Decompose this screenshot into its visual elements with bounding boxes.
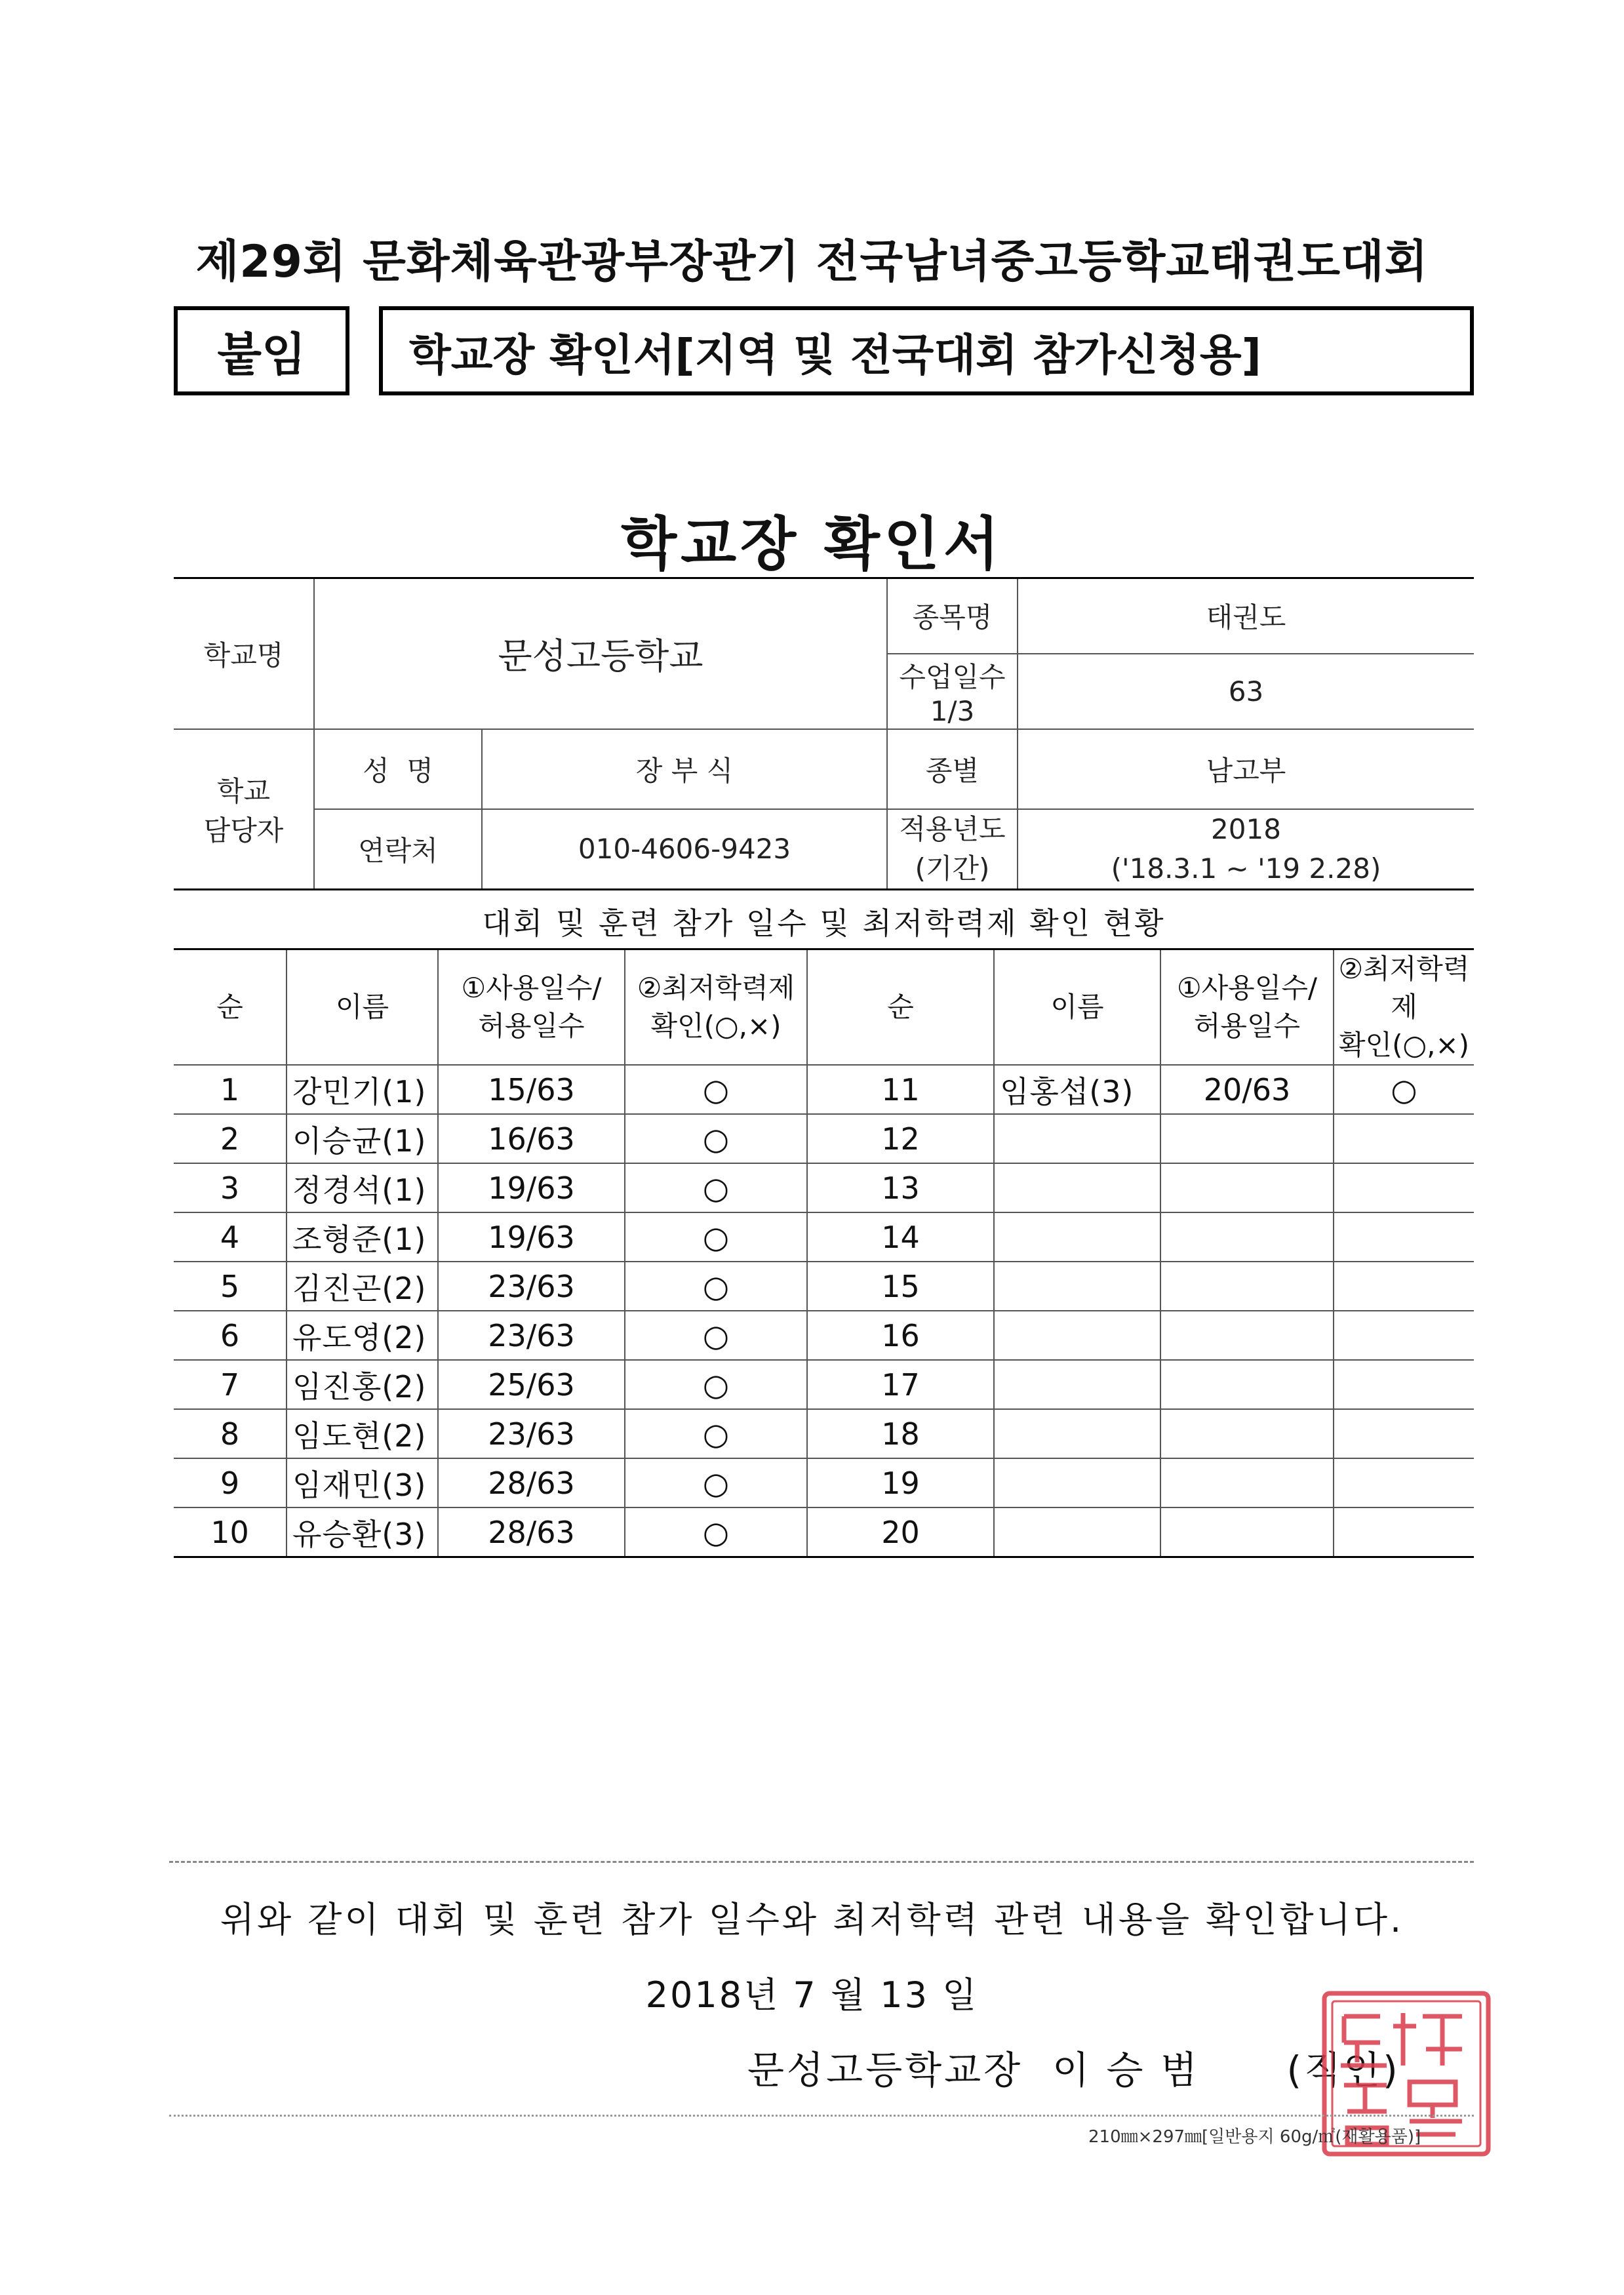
row-name: 정경석(1) xyxy=(287,1163,438,1212)
row-days: 15/63 xyxy=(438,1065,625,1114)
row-no: 8 xyxy=(174,1409,287,1458)
row-check xyxy=(1334,1360,1474,1409)
header-check-right xyxy=(1334,949,1474,1066)
row-days xyxy=(1160,1262,1334,1311)
row-days: 25/63 xyxy=(438,1360,625,1409)
row-days: 23/63 xyxy=(438,1311,625,1360)
row-name: 임진홍(2) xyxy=(287,1360,438,1409)
row-no: 16 xyxy=(807,1311,994,1360)
division-value: 남고부 xyxy=(1018,729,1474,809)
row-no: 17 xyxy=(807,1360,994,1409)
row-days: 28/63 xyxy=(438,1458,625,1507)
class-days-label-text: 수업일수 xyxy=(899,660,1006,693)
row-no: 7 xyxy=(174,1360,287,1409)
year-label-line1: 적용년도 xyxy=(899,812,1006,845)
confirmation-statement: 위와 같이 대회 및 훈련 참가 일수와 최저학력 관련 내용을 확인합니다. xyxy=(220,1899,1404,1940)
row-days xyxy=(1160,1507,1334,1557)
table-row xyxy=(174,1458,1474,1507)
division-label: 종별 xyxy=(887,729,1018,809)
year-label-line2: (기간) xyxy=(915,852,990,885)
row-days: 28/63 xyxy=(438,1507,625,1557)
header-days-right xyxy=(1160,949,1334,1066)
row-no: 4 xyxy=(174,1212,287,1262)
row-check xyxy=(1334,1163,1474,1212)
status-caption: 대회 및 훈련 참가 일수 및 최저학력제 확인 현황 xyxy=(482,906,1166,941)
row-days xyxy=(1160,1114,1334,1163)
contact-label xyxy=(174,729,314,890)
table-row xyxy=(174,1409,1474,1458)
table-row xyxy=(174,1507,1474,1557)
table-row xyxy=(174,1311,1474,1360)
table-row xyxy=(174,1065,1474,1114)
row-check: ○ xyxy=(625,1360,807,1409)
row-check xyxy=(1334,1114,1474,1163)
row-check xyxy=(1334,1409,1474,1458)
table-row xyxy=(174,1163,1474,1212)
header-check-line1: ②최저학력제 xyxy=(1338,953,1470,1023)
contact-label-line2: 담당자 xyxy=(203,814,284,847)
row-check: ○ xyxy=(625,1065,807,1114)
row-days xyxy=(1160,1360,1334,1409)
attachment-label-box xyxy=(174,306,349,395)
header-no-right: 순 xyxy=(807,949,994,1066)
row-check: ○ xyxy=(625,1458,807,1507)
row-check: ○ xyxy=(625,1212,807,1262)
row-no: 6 xyxy=(174,1311,287,1360)
issue-date: 2018년 7 월 13 일 xyxy=(645,1974,979,2016)
header-days-left xyxy=(438,949,625,1066)
participant-table xyxy=(174,948,1474,1558)
row-days xyxy=(1160,1212,1334,1262)
seal-text: (직인) xyxy=(1286,2048,1400,2092)
header-check-left xyxy=(625,949,807,1066)
table-row xyxy=(174,1262,1474,1311)
row-no: 11 xyxy=(807,1065,994,1114)
class-days-fraction: 1/3 xyxy=(930,694,975,727)
event-label: 종목명 xyxy=(887,578,1018,654)
school-label: 학교명 xyxy=(174,578,314,729)
row-name xyxy=(994,1507,1160,1557)
row-days: 19/63 xyxy=(438,1163,625,1212)
row-name: 조형준(1) xyxy=(287,1212,438,1262)
row-name xyxy=(994,1114,1160,1163)
row-name xyxy=(994,1458,1160,1507)
row-days: 19/63 xyxy=(438,1212,625,1262)
row-check: ○ xyxy=(625,1163,807,1212)
header-name-right: 이름 xyxy=(994,949,1160,1066)
row-name xyxy=(994,1212,1160,1262)
principal-name: 문성고등학교장 이 승 범 xyxy=(747,2048,1200,2092)
period-value: ('18.3.1 ~ '19 2.28) xyxy=(1111,852,1381,885)
row-name xyxy=(994,1163,1160,1212)
row-days xyxy=(1160,1409,1334,1458)
row-no: 14 xyxy=(807,1212,994,1262)
header-check-line2: 확인(○,×) xyxy=(1338,1029,1470,1061)
row-name xyxy=(994,1262,1160,1311)
row-check xyxy=(1334,1262,1474,1311)
class-days-label xyxy=(887,654,1018,729)
row-no: 2 xyxy=(174,1114,287,1163)
header-check-line2: 확인(○,×) xyxy=(650,1010,782,1042)
row-no: 13 xyxy=(807,1163,994,1212)
row-days xyxy=(1160,1163,1334,1212)
event-value: 태권도 xyxy=(1018,578,1474,654)
contact-label-line1: 학교 xyxy=(216,774,271,807)
row-no: 10 xyxy=(174,1507,287,1557)
row-days xyxy=(1160,1311,1334,1360)
year-value-cell xyxy=(1018,809,1474,890)
row-name: 임도현(2) xyxy=(287,1409,438,1458)
table-row xyxy=(174,1114,1474,1163)
row-name xyxy=(994,1360,1160,1409)
row-name xyxy=(994,1409,1160,1458)
footer-bottom-rule xyxy=(169,2115,1474,2117)
row-name: 유도영(2) xyxy=(287,1311,438,1360)
row-check xyxy=(1334,1458,1474,1507)
attachment-title-box xyxy=(379,306,1474,395)
row-days: 16/63 xyxy=(438,1114,625,1163)
table-row xyxy=(174,1360,1474,1409)
header-days-line1: ①사용일수/ xyxy=(1176,972,1318,1004)
row-no: 9 xyxy=(174,1458,287,1507)
header-days-line1: ①사용일수/ xyxy=(461,972,602,1004)
certificate-title: 학교장 확인서 xyxy=(621,510,1003,578)
attachment-title: 학교장 확인서[지역 및 전국대회 참가신청용] xyxy=(409,329,1261,380)
header-name-left: 이름 xyxy=(287,949,438,1066)
class-days-value: 63 xyxy=(1018,654,1474,729)
name-label: 성 명 xyxy=(314,729,482,809)
row-no: 18 xyxy=(807,1409,994,1458)
row-check: ○ xyxy=(625,1114,807,1163)
header-no-left: 순 xyxy=(174,949,287,1066)
header-check-line1: ②최저학력제 xyxy=(637,972,795,1004)
phone-label: 연락처 xyxy=(314,809,482,890)
school-info-table xyxy=(174,577,1474,890)
row-name: 강민기(1) xyxy=(287,1065,438,1114)
row-no: 15 xyxy=(807,1262,994,1311)
event-title: 제29회 문화체육관광부장관기 전국남녀중고등학교태권도대회 xyxy=(195,236,1429,288)
row-no: 19 xyxy=(807,1458,994,1507)
year-label xyxy=(887,809,1018,890)
row-check: ○ xyxy=(625,1409,807,1458)
row-days xyxy=(1160,1458,1334,1507)
school-name: 문성고등학교 xyxy=(314,578,887,729)
header-days-line2: 허용일수 xyxy=(1193,1010,1301,1042)
row-days: 23/63 xyxy=(438,1409,625,1458)
header-days-line2: 허용일수 xyxy=(478,1010,585,1042)
row-check: ○ xyxy=(625,1262,807,1311)
row-days: 20/63 xyxy=(1160,1065,1334,1114)
row-check xyxy=(1334,1311,1474,1360)
row-name xyxy=(994,1311,1160,1360)
row-name: 김진곤(2) xyxy=(287,1262,438,1311)
year-value: 2018 xyxy=(1211,812,1281,845)
row-check: ○ xyxy=(625,1507,807,1557)
row-no: 12 xyxy=(807,1114,994,1163)
row-no: 1 xyxy=(174,1065,287,1114)
row-name: 이승균(1) xyxy=(287,1114,438,1163)
row-no: 20 xyxy=(807,1507,994,1557)
table-row xyxy=(174,1212,1474,1262)
footer-divider xyxy=(169,1861,1474,1863)
row-check xyxy=(1334,1507,1474,1557)
phone-value: 010-4606-9423 xyxy=(482,809,887,890)
row-check: ○ xyxy=(625,1311,807,1360)
attachment-label: 붙임 xyxy=(217,327,306,382)
principal-signature-line xyxy=(747,2039,1400,2094)
name-value: 장 부 식 xyxy=(482,729,887,809)
row-no: 5 xyxy=(174,1262,287,1311)
row-name: 임홍섭(3) xyxy=(994,1065,1160,1114)
row-check xyxy=(1334,1212,1474,1262)
row-name: 유승환(3) xyxy=(287,1507,438,1557)
row-days: 23/63 xyxy=(438,1262,625,1311)
row-name: 임재민(3) xyxy=(287,1458,438,1507)
row-no: 3 xyxy=(174,1163,287,1212)
row-check: ○ xyxy=(1334,1065,1474,1114)
paper-spec-note: 210㎜×297㎜[일반용지 60g/㎡(재활용품)] xyxy=(1088,2127,1421,2147)
